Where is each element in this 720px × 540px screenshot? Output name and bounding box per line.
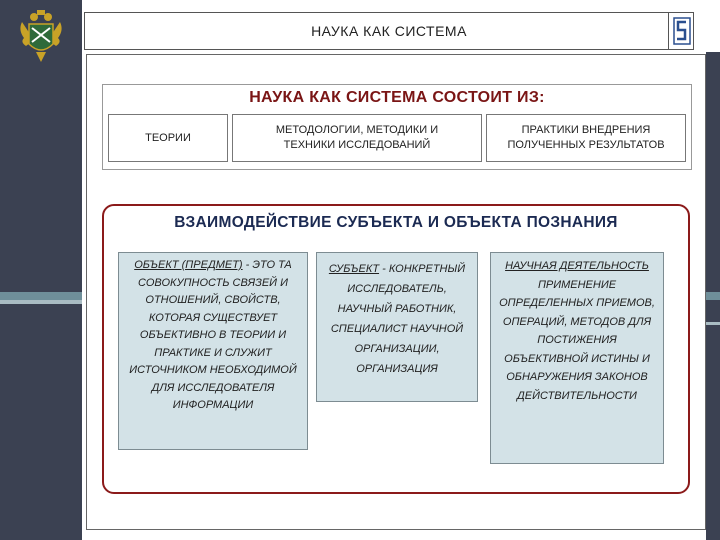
sidebar-stripe (0, 292, 82, 300)
sidebar-stripe-light (0, 300, 82, 304)
item-theories (108, 114, 228, 162)
right-sidebar-band (706, 52, 720, 540)
coat-of-arms-icon (16, 8, 66, 66)
object-term: ОБЪЕКТ (ПРЕДМЕТ) (134, 259, 243, 271)
header-bar (84, 12, 694, 50)
right-stripe (706, 292, 720, 300)
subject-box (316, 252, 478, 402)
subject-definition: - КОНКРЕТНЫЙ ИССЛЕДОВАТЕЛЬ, НАУЧНЫЙ РАБОТНИК, СПЕЦИАЛИСТ НАУЧНОЙ ОРГАНИЗАЦИИ, ОРГАНИЗАЦИЯ (330, 263, 466, 375)
item-practice-label: ПРАКТИКИ ВНЕДРЕНИЯ ПОЛУЧЕННЫХ РЕЗУЛЬТАТОВ (507, 124, 665, 151)
header-title: НАУКА КАК СИСТЕМА (311, 23, 467, 39)
item-methodology (232, 114, 482, 162)
item-theories-label: ТЕОРИИ (145, 131, 191, 144)
science-composition-title: НАУКА КАК СИСТЕМА СОСТОИТ ИЗ: (249, 89, 545, 106)
left-sidebar-band (0, 0, 82, 540)
activity-definition: ПРИМЕНЕНИЕ ОПРЕДЕЛЕННЫХ ПРИЕМОВ, ОПЕРАЦИЙ, МЕТОДОВ ДЛЯ ПОСТИЖЕНИЯ ОБЪЕКТИВНОЙ ИСТИНЫ И ОБНАРУЖЕНИЯ ЗАКОНОВ ДЕЙСТВИТЕЛЬНОСТИ (499, 278, 655, 402)
activity-box (490, 252, 664, 464)
page-badge-icon (668, 12, 694, 50)
item-practice (486, 114, 686, 162)
object-definition: - ЭТО ТА СОВОКУПНОСТЬ СВЯЗЕЙ И ОТНОШЕНИЙ, СВОЙСТВ, КОТОРАЯ СУЩЕСТВУЕТ ОБЪЕКТИВНО В ТЕОРИИ И ПРАКТИКЕ И СЛУЖИТ ИСТОЧНИКОМ НЕОБХОДИМОЙ ДЛЯ ИССЛЕДОВАТЕЛЯ ИНФОРМАЦИИ (129, 259, 297, 411)
subject-object-title: ВЗАИМОДЕЙСТВИЕ СУБЪЕКТА И ОБЪЕКТА ПОЗНАНИЯ (174, 214, 618, 231)
object-box (118, 252, 308, 450)
right-stripe-light (706, 322, 720, 325)
item-methodology-label: МЕТОДОЛОГИИ, МЕТОДИКИ И ТЕХНИКИ ИССЛЕДОВАНИЙ (275, 124, 439, 151)
activity-term: НАУЧНАЯ ДЕЯТЕЛЬНОСТЬ (505, 260, 649, 272)
subject-term: СУБЪЕКТ (328, 263, 380, 275)
